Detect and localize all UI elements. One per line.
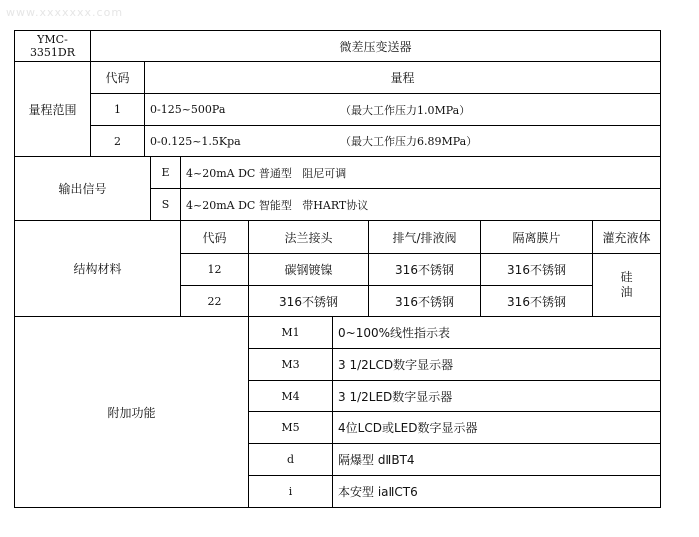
table-bottom-border bbox=[14, 507, 661, 508]
extra-desc-M4: 3 1/2LED数字显示器 bbox=[332, 380, 660, 411]
output-desc-S: 4~20mA DC 智能型 带HART协议 bbox=[180, 188, 660, 220]
material-flange-22: 316不锈钢 bbox=[248, 285, 368, 316]
range-max-1: （最大工作压力1.0MPa） bbox=[340, 103, 471, 117]
extra-code-M1: M1 bbox=[248, 316, 332, 348]
extra-desc-M3: 3 1/2LCD数字显示器 bbox=[332, 348, 660, 380]
range-header: 量程 bbox=[144, 61, 660, 93]
watermark: www.xxxxxxx.com bbox=[6, 6, 124, 19]
material-header-diaphragm: 隔离膜片 bbox=[480, 220, 592, 253]
material-header-valve: 排气/排液阀 bbox=[368, 220, 480, 253]
range-code-header: 代码 bbox=[90, 61, 144, 93]
extra-desc-M1: 0~100%线性指示表 bbox=[332, 316, 660, 348]
fill-liquid-char-1: 硅 bbox=[620, 270, 633, 284]
material-header-fill: 灌充液体 bbox=[592, 220, 660, 253]
material-fill-liquid bbox=[592, 253, 660, 316]
range-code-1: 1 bbox=[90, 93, 144, 125]
table-right-border bbox=[660, 30, 661, 508]
output-desc-E: 4~20mA DC 普通型 阻尼可调 bbox=[180, 156, 660, 188]
output-title: 输出信号 bbox=[14, 156, 150, 220]
extra-title: 附加功能 bbox=[14, 316, 248, 507]
range-code-2: 2 bbox=[90, 125, 144, 156]
range-value-1: 0-125~500Pa bbox=[150, 103, 226, 116]
extra-code-M4: M4 bbox=[248, 380, 332, 411]
product-name-cell: 微差压变送器 bbox=[90, 30, 660, 61]
range-value-2: 0-0.125~1.5Kpa bbox=[150, 134, 241, 148]
extra-code-M5: M5 bbox=[248, 411, 332, 443]
material-flange-12: 碳钢镀镍 bbox=[248, 253, 368, 285]
range-max-2: （最大工作压力6.89MPa） bbox=[340, 135, 478, 148]
extra-desc-M5: 4位LCD或LED数字显示器 bbox=[332, 411, 660, 443]
fill-liquid-char-2: 油 bbox=[620, 285, 633, 299]
extra-desc-i: 本安型 iaⅡCT6 bbox=[332, 475, 660, 507]
extra-code-M3: M3 bbox=[248, 348, 332, 380]
material-valve-12: 316不锈钢 bbox=[368, 253, 480, 285]
extra-code-d: d bbox=[248, 443, 332, 475]
material-title: 结构材料 bbox=[14, 220, 180, 316]
material-diaphragm-12: 316不锈钢 bbox=[480, 253, 592, 285]
material-code-12: 12 bbox=[180, 253, 248, 285]
material-valve-22: 316不锈钢 bbox=[368, 285, 480, 316]
extra-code-i: i bbox=[248, 475, 332, 507]
output-code-S: S bbox=[150, 188, 180, 220]
range-row-2 bbox=[144, 125, 660, 156]
material-diaphragm-22: 316不锈钢 bbox=[480, 285, 592, 316]
material-header-flange: 法兰接头 bbox=[248, 220, 368, 253]
material-header-code: 代码 bbox=[180, 220, 248, 253]
range-title: 量程范围 bbox=[14, 61, 90, 156]
model-cell: YMC-3351DR bbox=[14, 30, 90, 61]
material-code-22: 22 bbox=[180, 285, 248, 316]
extra-desc-d: 隔爆型 dⅡBT4 bbox=[332, 443, 660, 475]
output-code-E: E bbox=[150, 156, 180, 188]
range-row-1 bbox=[144, 93, 660, 125]
